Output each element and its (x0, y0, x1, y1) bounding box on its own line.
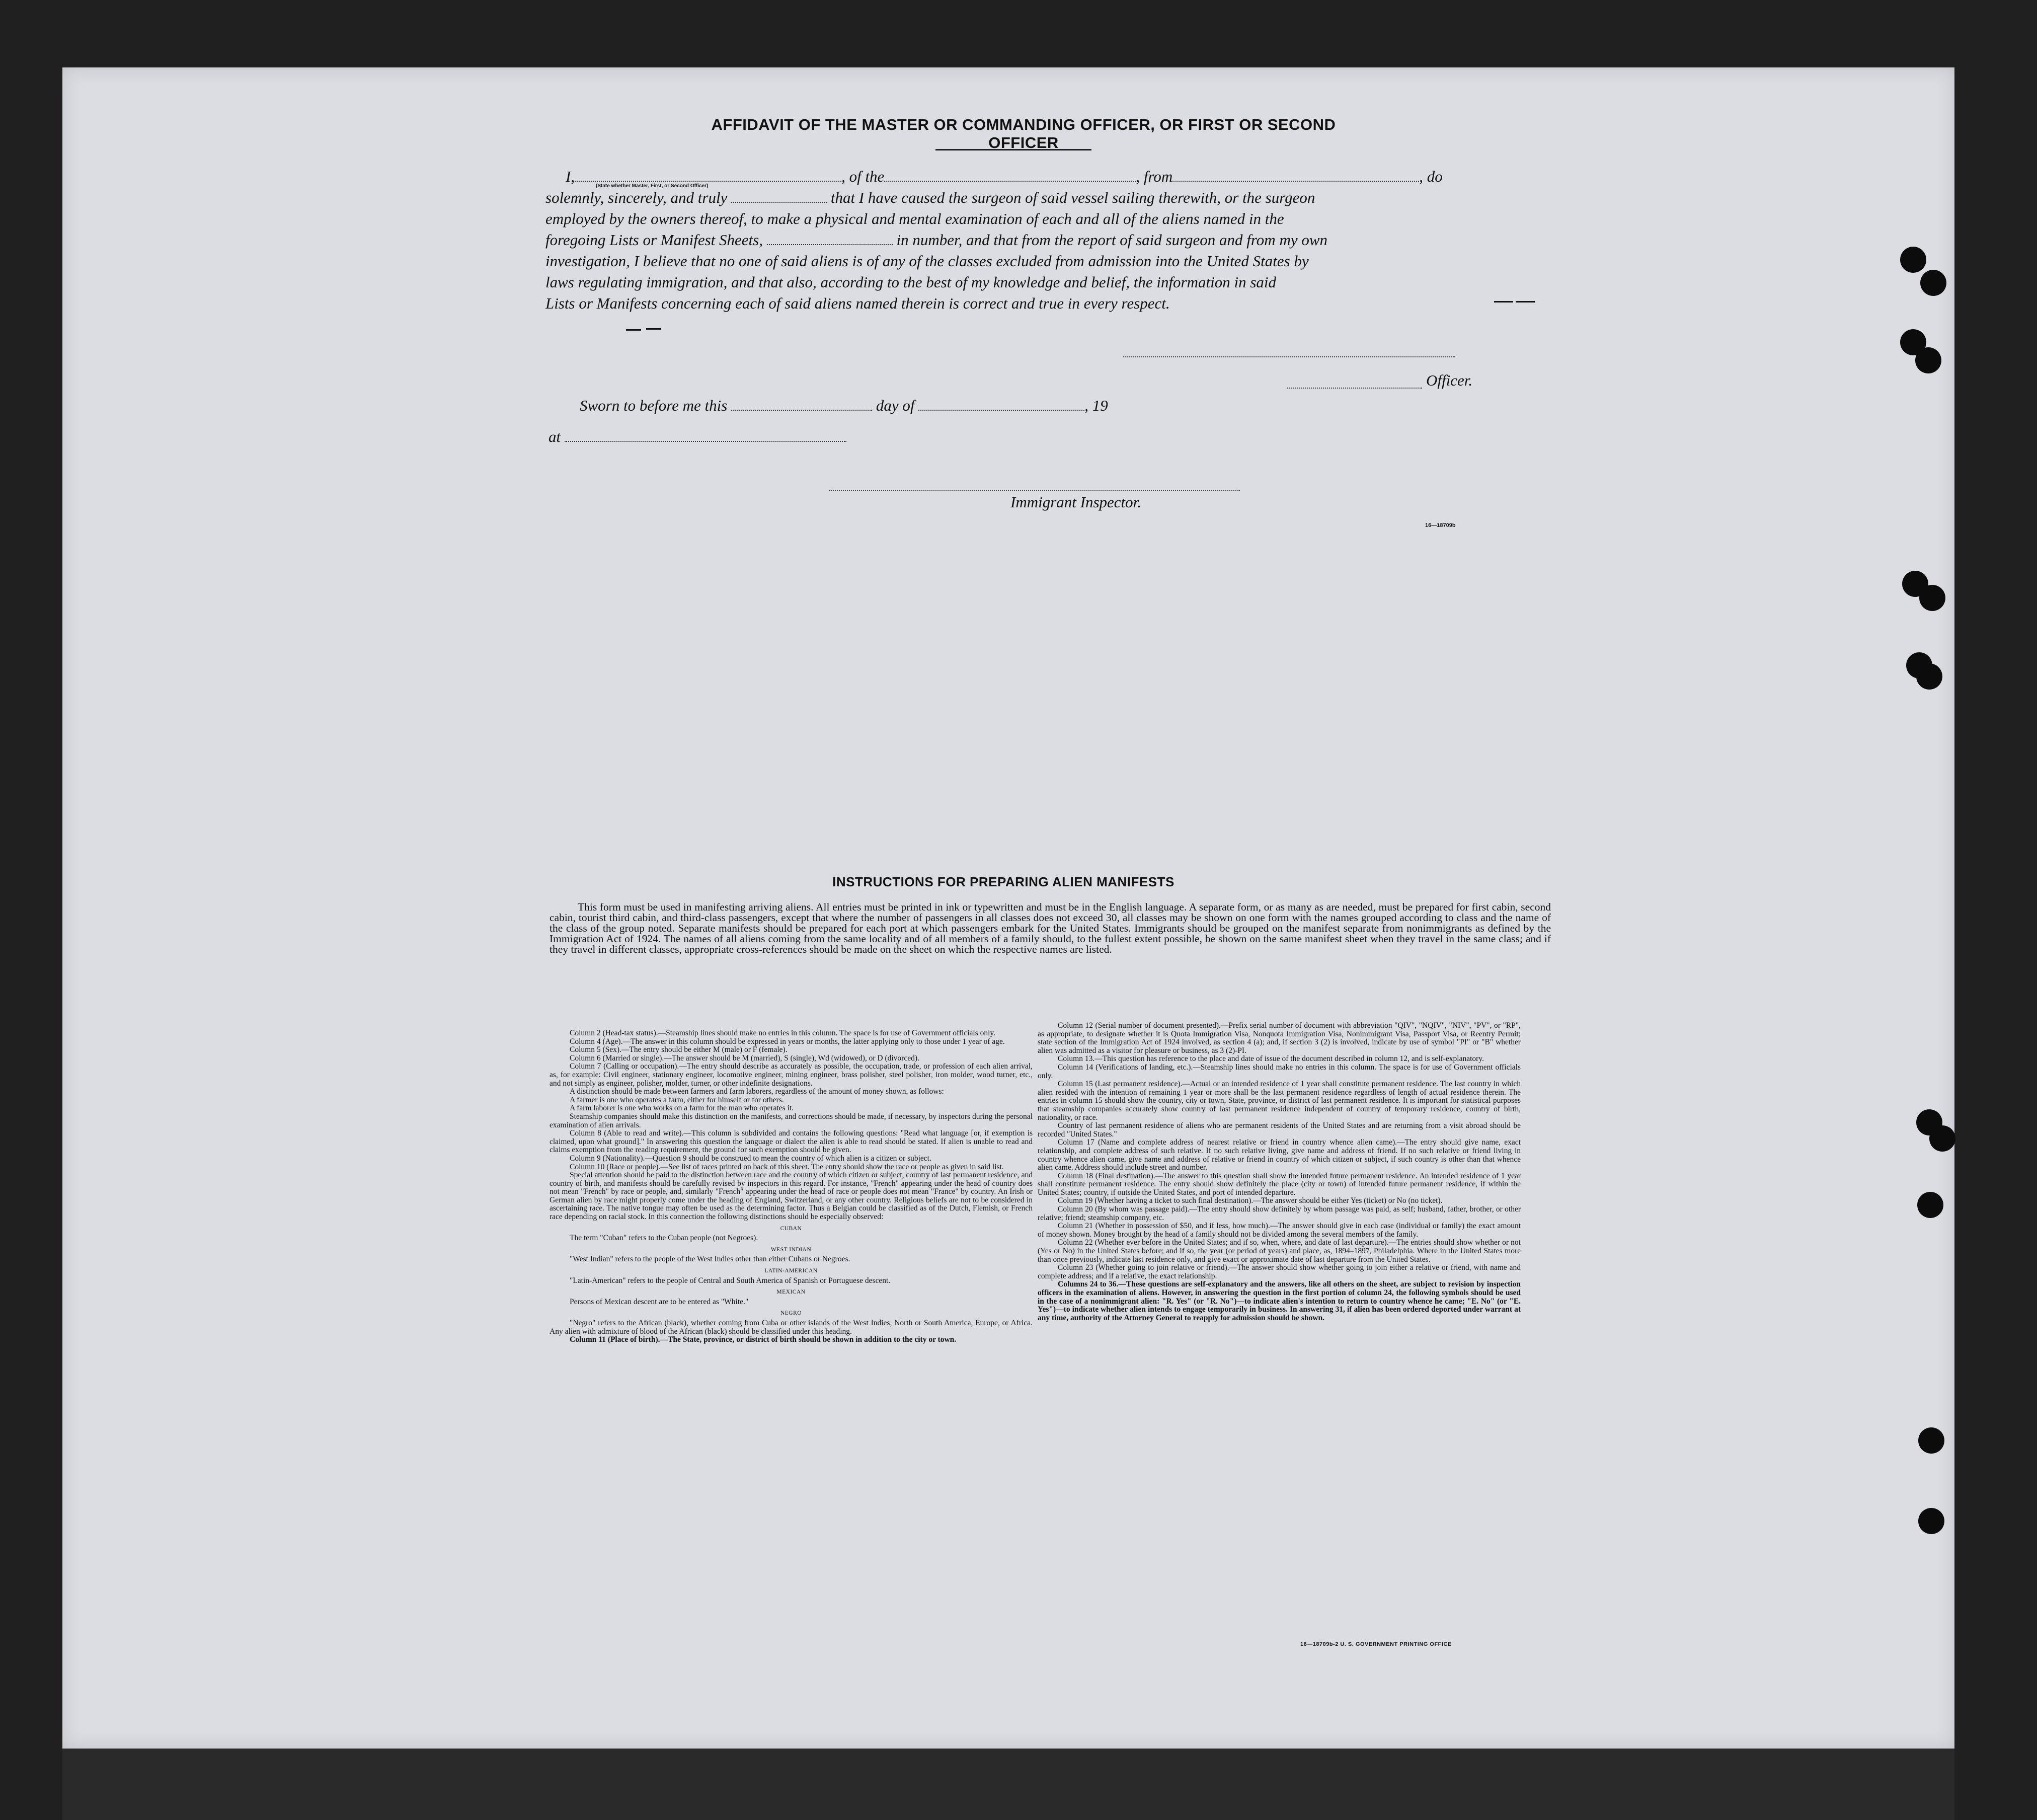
signature-line-2[interactable] (1287, 388, 1422, 389)
instruction-paragraph: A farm laborer is one who works on a farm for the man who operates it. (570, 1104, 794, 1113)
instruction-paragraph: Column 2 (Head-tax status).—Steamship lines should make no entries in this column. The space is for use of Government officials only. (570, 1029, 996, 1037)
inspector-signature-line[interactable] (829, 490, 1240, 491)
instruction-paragraph: Column 4 (Age).—The answer in this column should be expressed in years or months, the latter applying only to those under 1 year of age. (570, 1037, 1005, 1046)
definition-text: "West Indian" refers to the people of the West Indies other than either Cubans or Negroes. (570, 1255, 850, 1264)
instruction-paragraph: Columns 24 to 36.—These questions are self-explanatory and the answers, like all others on the sheet, are subject to revision by inspection officers in the examination of aliens. However, in answering the question in the first portion of column 24, the following symbols should be used in the case of a nonimmigrant alien: "R. Yes" (or "R. No")—to indicate alien's intention to return to country whence he came; "E. No" (or "E. Yes")—to indicate whether alien intends to engage temporarily in business. In answering 31, if alien has been ordered deported under warrant at any time, authority of the Attorney General to reapply for admission should be shown. (1038, 1280, 1521, 1322)
punch-hole (1915, 347, 1941, 373)
of-the-text: , of the (841, 168, 885, 185)
instruction-paragraph: Column 9 (Nationality).—Question 9 should be construed to mean the country of which alien is a citizen or subject. (570, 1154, 931, 1163)
instruction-paragraph: Column 7 (Calling or occupation).—The entry should describe as accurately as possible, the occupation, trade, or profession of each alien arrival, as, for example: Civil engineer, stationary engineer, locomotive engineer, mining engineer, brass polisher, steel polisher, iron molder, wood turner, etc., and not simply as engineer, polisher, molder, turner, or other indefinite designations. (550, 1062, 1033, 1088)
manifest-sheet (62, 67, 1954, 1749)
lists-text: foregoing Lists or Manifest Sheets, (545, 231, 763, 249)
definition-text: "Negro" refers to the African (black), whether coming from Cuba or other islands of the West Indies, North or South America, Europe, or Africa. Any alien with admixture of blood of the African (black) should be classified under this heading. (550, 1319, 1033, 1336)
form-number: 16—18709b (1425, 522, 1456, 528)
oath-blank[interactable] (731, 192, 827, 203)
affidavit-line-7: Lists or Manifests concerning each of said aliens named therein is correct and true in every respect. (545, 294, 1170, 312)
instructions-intro: This form must be used in manifesting arriving aliens. All entries must be printed in ink or typewritten and must be in the English language. A separate form, or as many as are needed, must be prepared for first cabin, second cabin, tourist third cabin, and third-class passengers, except that where the number of passengers in all classes does not exceed 30, all classes may be shown on one form with the names grouped according to class and the name of the class of the group noted. Separate manifests should be prepared for each port at which passengers embark for the United States. Immigrants should be grouped on the manifest separate from nonimmigrants as defined by the Immigration Act of 1924. The names of all aliens coming from the same locality and of all members of a family should, to the fullest extent possible, be shown on the same manifest sheet when they travel in the same class; and if they travel in different classes, appropriate cross-references should be made on the sheet on which the respective names are listed. (550, 901, 1551, 955)
definition-text: "Latin-American" refers to the people of Central and South America of Spanish or Portuguese descent. (570, 1276, 891, 1285)
sworn-day-blank[interactable] (731, 400, 872, 411)
sworn-month-blank[interactable] (918, 400, 1084, 411)
punch-hole (1919, 585, 1945, 611)
punch-hole (1929, 1125, 1955, 1152)
instruction-paragraph: Column 14 (Verifications of landing, etc.).—Steamship lines should make no entries in this column. The space is for use of Government officials only. (1038, 1063, 1521, 1080)
at-label: at (549, 428, 561, 445)
instruction-paragraph: A farmer is one who operates a farm, either for himself or for others. (570, 1095, 784, 1104)
instruction-paragraph: Column 23 (Whether going to join relative or friend).—The answer should show whether going to join either a relative or friend, with name and complete address; and if a relative, the exact relationship. (1038, 1263, 1521, 1280)
at-line (549, 428, 846, 446)
affidavit-line-2 (545, 187, 1552, 208)
pen-mark (626, 329, 641, 331)
instructions-title: INSTRUCTIONS FOR PREPARING ALIEN MANIFESTS (832, 874, 1174, 889)
punch-hole (1900, 247, 1926, 273)
punch-hole (1917, 1192, 1943, 1218)
definition-heading: CUBAN (780, 1225, 802, 1232)
affidavit-line-5: investigation, I believe that no one of said aliens is of any of the classes excluded from admission into the United States by (545, 252, 1309, 270)
definition-heading: LATIN-AMERICAN (764, 1268, 818, 1274)
instruction-paragraph: Column 12 (Serial number of document presented).—Prefix serial number of document with abbreviation "QIV", "NQIV", "NIV", "PV", or "RP", as appropriate, to designate whether it is Quota Immigration Visa, Nonquota Immigration Visa, Nonimmigrant Visa, Passport Visa, or Reentry Permit; state section of the Immigration Act of 1924 involved, as section 4 (a); and, if section 3 (2) is involved, indicate by use of symbol "PI" or "B" whether alien was admitted as a visitor for pleasure or business, as 3 (2)-PI. (1038, 1021, 1521, 1055)
officer-rank-blank[interactable] (575, 171, 841, 182)
instruction-paragraph: Steamship companies should make this distinction on the manifests, and corrections should be made, if necessary, by inspectors during the personal examination of alien arrivals. (550, 1112, 1033, 1129)
definition-heading: NEGRO (780, 1310, 802, 1317)
instruction-paragraph: Column 20 (By whom was passage paid).—The entry should show definitely by whom passage was paid, as self; husband, father, brother, or other relative; friend; steamship company, etc. (1038, 1205, 1521, 1222)
affidavit-line-4 (545, 230, 1552, 251)
affidavit-line-6: laws regulating immigration, and that also, according to the best of my knowledge and belief, the information in said (545, 273, 1277, 291)
instruction-paragraph: Column 11 (Place of birth).—The State, province, or district of birth should be shown in addition to the city or town. (570, 1335, 957, 1344)
instruction-paragraph: Column 22 (Whether ever before in the United States; and if so, when, where, and date of last departure).—The entries should show whether or not (Yes or No) in the United States before; and if so, the year (or period of years) and place, as, 1894–1897, Philadelphia. Where in the United States more than once previously, indicate last residence only, and give exact or approximate date of last departure from the United States. (1038, 1238, 1521, 1264)
instruction-paragraph: Column 19 (Whether having a ticket to such final destination).—The answer should be either Yes (ticket) or No (no ticket). (1058, 1196, 1443, 1205)
instruction-paragraph: Column 17 (Name and complete address of nearest relative or friend in country whence alien came).—The entry should give name, exact relationship, and complete address of such relative. If no such relative living, give name and address of friend. If no such relative or friend living in country whence alien came, give name and address of relative or friend in country of which citizen or subject, if such country is other than that whence alien came. Address should include street and number. (1038, 1138, 1521, 1172)
instruction-paragraph: Special attention should be paid to the distinction between race and the country of which citizen or subject, country of last permanent residence, and country of birth, and manifests should be carefully revised by inspectors in this regard. For instance, "French" appearing under the head of country does not mean "French" by race or people, and, similarly "French" appearing under the head of race or people does not mean "France" by country. An Irish or German alien by race might properly come under the heading of England, Switzerland, or any other country. Religious beliefs are not to be considered in ascertaining race. The native tongue may often be used as the determining factor. Thus a Belgian could be classified as of the Dutch, Flemish, or French race depending on racial stock. In this connection the following distinctions should be especially observed: (550, 1171, 1033, 1222)
pen-mark (1494, 301, 1513, 302)
affidavit-title: AFFIDAVIT OF THE MASTER OR COMMANDING OFFICER, OR FIRST OR SECOND OFFICER (711, 116, 1336, 151)
instructions-left-column (550, 1029, 1033, 1344)
officer-note: (State whether Master, First, or Second Officer) (596, 183, 709, 189)
definition-text: Persons of Mexican descent are to be entered as "White." (570, 1297, 749, 1306)
instructions-right-column (1038, 1022, 1521, 1322)
signature-line-1[interactable] (1123, 356, 1455, 357)
definition-heading: WEST INDIAN (770, 1246, 812, 1253)
sworn-line (580, 397, 1108, 415)
instruction-paragraph: Column 15 (Last permanent residence).—Actual or an intended residence of 1 year shall constitute permanent residence. The last country in which alien resided with the intention of remaining 1 year or more shall be the last permanent residence regardless of length of actual residence therein. The entries in column 15 should show the country, city or town, State, province, or district of last permanent residence. It is important for statistical purposes that steamship companies accurately show country of last permanent residence independent of country of temporary residence, country of birth, nationality, or race. (1038, 1080, 1521, 1122)
printing-office-footer: 16—18709b-2 U. S. GOVERNMENT PRINTING OFFICE (1300, 1641, 1452, 1647)
pen-mark (646, 328, 661, 330)
instruction-paragraph: Column 21 (Whether in possession of $50, and if less, how much).—The answer should give in each case (individual or family) the exact amount of money shown. Money brought by the head of a family should not be divided among the several members of the family. (1038, 1222, 1521, 1239)
from-text: , from (1136, 168, 1173, 185)
instruction-paragraph: Column 6 (Married or single).—The answer should be M (married), S (single), Wd (widowed), or D (divorced). (570, 1053, 919, 1063)
instruction-paragraph: Column 18 (Final destination).—The answer to this question shall show the intended future permanent residence. An intended residence of 1 year shall constitute permanent residence. The entry should show definitely the place (city or town) of intended future permanent residence, if within the United States; country, if outside the United States, and port of intended departure. (1038, 1171, 1521, 1197)
in-number-text: in number, and that from the report of said surgeon and from my own (896, 231, 1328, 249)
instruction-paragraph: A distinction should be made between farmers and farm laborers, regardless of the amount of money shown, as follows: (570, 1087, 944, 1096)
definition-text: The term "Cuban" refers to the Cuban people (not Negroes). (570, 1234, 758, 1243)
punch-hole (1918, 1508, 1944, 1534)
year-prefix: , 19 (1084, 397, 1108, 414)
title-underline (935, 149, 1091, 150)
instruction-paragraph: Column 8 (Able to read and write).—This column is subdivided and contains the following questions: "Read what language [or, if exemption is claimed, upon what ground]." In answering this question the language or dialect the alien is able to read should be stated. If alien is unable to read and claims exemption from the reading requirement, the ground for such exemption should be given. (550, 1129, 1033, 1155)
instruction-paragraph: Column 13.—This question has reference to the place and date of issue of the document described in column 12, and is self-explanatory. (1058, 1054, 1484, 1064)
vessel-name-blank[interactable] (884, 171, 1136, 182)
definition-heading: MEXICAN (776, 1289, 806, 1296)
do-text: , do (1419, 168, 1443, 185)
day-of-text: day of (876, 397, 915, 414)
affidavit-i: I, (566, 168, 575, 185)
sheet-count-blank[interactable] (767, 234, 893, 245)
punch-hole (1920, 270, 1946, 296)
affidavit-line-3: employed by the owners thereof, to make a physical and mental examination of each and all of the aliens named in the (545, 210, 1284, 228)
instruction-paragraph: Column 10 (Race or people).—See list of races printed on back of this sheet. The entry should show the race or people as given in said list. (570, 1162, 1004, 1171)
solemnly-text: solemnly, sincerely, and truly (545, 189, 728, 206)
officer-label: Officer. (1426, 371, 1473, 389)
instruction-paragraph: Country of last permanent residence of aliens who are permanent residents of the United States and are returning from a visit abroad should be recorded "United States." (1038, 1121, 1521, 1139)
punch-hole (1918, 1427, 1944, 1454)
port-from-blank[interactable] (1172, 171, 1419, 182)
inspector-label: Immigrant Inspector. (1010, 493, 1142, 511)
scan-border-bottom (62, 1749, 1954, 1820)
pen-mark (1516, 301, 1535, 302)
punch-hole (1916, 663, 1942, 690)
instruction-paragraph: Column 5 (Sex).—The entry should be either M (male) or F (female). (570, 1045, 788, 1054)
affidavit-line-2-text: that I have caused the surgeon of said vessel sailing therewith, or the surgeon (830, 189, 1315, 206)
sworn-text: Sworn to before me this (580, 397, 728, 414)
at-place-blank[interactable] (565, 431, 846, 442)
